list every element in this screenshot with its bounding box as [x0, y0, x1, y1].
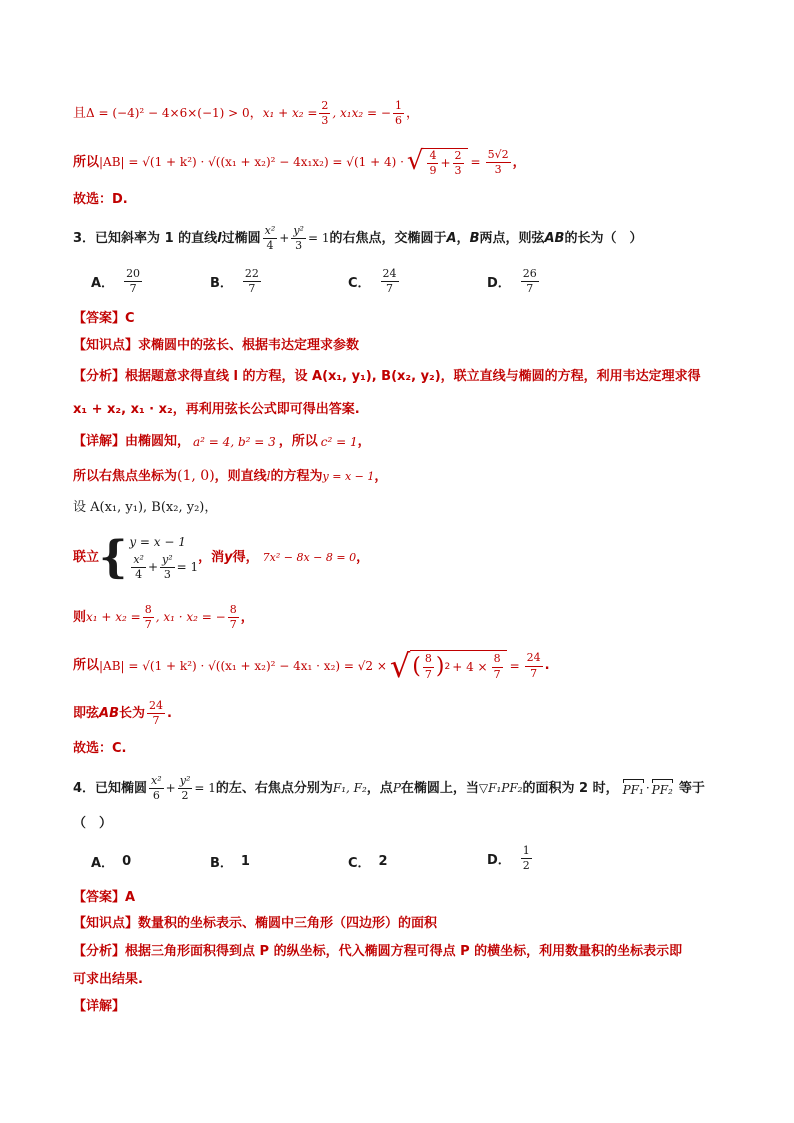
- q4-knowledge: [73, 916, 734, 932]
- numerator: 8: [228, 604, 239, 618]
- q3-detail-system: [73, 531, 734, 585]
- denominator: 3: [295, 239, 303, 253]
- option-d[interactable]: [487, 845, 534, 872]
- text: 则: [73, 609, 87, 625]
- choice-line: [73, 192, 734, 208]
- fraction: [147, 700, 165, 727]
- q3-detail-conclusion: [73, 700, 734, 727]
- fraction: [525, 652, 543, 679]
- choice-text: 故选：C.: [73, 741, 127, 756]
- q3-analysis-line1: [73, 369, 734, 385]
- denominator: 7: [493, 667, 501, 681]
- fraction: [492, 653, 503, 680]
- option-label: B．: [210, 276, 233, 292]
- option-label: C．: [348, 276, 371, 292]
- text: 由椭圆知，: [125, 434, 191, 449]
- fraction: [160, 554, 175, 581]
- denominator: 4: [266, 239, 274, 253]
- denominator: 3: [454, 164, 462, 178]
- sum-roots: x₁ + x₂ =: [262, 106, 318, 121]
- fraction: [263, 225, 278, 252]
- fraction: [319, 100, 330, 127]
- plus: +: [440, 156, 451, 171]
- focus-coordinate: (1, 0): [177, 468, 215, 484]
- text: .: [167, 705, 172, 721]
- question-4-stem: [73, 775, 734, 802]
- denominator: 9: [429, 164, 437, 178]
- answer-tag: 【答案】: [73, 890, 126, 905]
- denominator: 7: [152, 714, 160, 728]
- text: ，: [456, 230, 470, 246]
- text: 的长为（ ）: [564, 230, 643, 246]
- question-3-stem: [73, 225, 734, 252]
- fraction: [124, 268, 142, 295]
- detail-tag: 【详解】: [73, 434, 126, 449]
- text: 等于: [678, 780, 705, 796]
- option-label: D．: [487, 276, 511, 292]
- denominator: 3: [494, 163, 502, 177]
- numerator: x²: [149, 775, 164, 789]
- answer-tag: 【答案】: [73, 311, 126, 326]
- numerator: 8: [143, 604, 154, 618]
- text: ，: [405, 105, 419, 121]
- var-P: P: [392, 781, 401, 796]
- equation-system: [129, 535, 198, 581]
- fraction: [243, 268, 261, 295]
- text: 的面积为 2 时，: [522, 780, 619, 796]
- question-4-stem-cont: [73, 816, 734, 832]
- q3-choice: [73, 741, 734, 757]
- denominator: 7: [526, 282, 534, 296]
- detail-tag: 【详解】: [73, 999, 126, 1014]
- chord-length-formula: |AB| = √(1 + k²) · √((x₁ + x₂)² − 4x₁ · x₂) = √2 ×: [99, 658, 387, 673]
- denominator: 2: [522, 859, 530, 873]
- numerator: x²: [131, 554, 146, 568]
- analysis-text: x₁ + x₂, x₁ · x₂，再利用弦长公式即可得出答案.: [73, 402, 360, 417]
- q4-answer: [73, 890, 734, 906]
- choice-text: 故选：D.: [73, 192, 128, 207]
- option-c[interactable]: [348, 268, 401, 295]
- q3-detail-line3: [73, 500, 734, 516]
- equals-one: = 1: [307, 231, 330, 246]
- text: 两点，则弦: [479, 230, 545, 246]
- fraction: [178, 775, 193, 802]
- chord-length-formula: |AB| = √(1 + k²) · √((x₁ + x₂)² − 4x₁x₂) = √(1 + 4) ·: [99, 155, 404, 170]
- option-value: 2: [378, 854, 388, 869]
- text: 的右焦点，交椭圆于: [329, 230, 447, 246]
- numerator: 24: [525, 652, 543, 666]
- solution-line-discriminant: [73, 100, 734, 127]
- numerator: 20: [124, 268, 142, 282]
- denominator: 7: [530, 666, 538, 680]
- text: 得，: [232, 550, 259, 566]
- analysis-tag: 【分析】: [73, 944, 126, 959]
- analysis-text: 可求出结果.: [73, 972, 143, 987]
- sqrt-expression: [407, 148, 468, 177]
- numerator: 8: [492, 653, 503, 667]
- discriminant-expression: Δ = (−4)² − 4×6×(−1) > 0: [86, 106, 250, 121]
- option-label: C．: [348, 856, 371, 871]
- var-l: l: [217, 230, 222, 246]
- equals: =: [509, 658, 520, 673]
- text: ，所以: [278, 434, 318, 449]
- option-b[interactable]: [210, 268, 263, 295]
- fraction: [393, 100, 404, 127]
- numerator: 2: [453, 150, 464, 164]
- option-value: 1: [240, 854, 250, 869]
- option-value: 0: [122, 854, 132, 869]
- text: 3．已知斜率为 1 的直线: [73, 230, 218, 246]
- fraction: [149, 775, 164, 802]
- text: 过椭圆: [221, 230, 261, 246]
- numerator: y²: [178, 775, 193, 789]
- left-brace: {: [99, 532, 128, 583]
- fraction: [486, 149, 511, 176]
- radical-sign: √: [406, 146, 424, 176]
- option-label: B．: [210, 856, 233, 871]
- numerator: y²: [291, 225, 306, 239]
- fraction: [427, 150, 438, 177]
- analysis-text: 根据三角形面积得到点 P 的纵坐标，代入椭圆方程可得点 P 的横坐标，利用数量积的坐标表示即: [125, 944, 683, 959]
- numerator: 1: [521, 845, 532, 859]
- line-equation: y = x − 1: [322, 469, 375, 483]
- numerator: 4: [427, 150, 438, 164]
- radicand: [423, 148, 467, 177]
- triangle: ▽F₁PF₂: [478, 781, 523, 796]
- q3-detail-vieta: [73, 604, 734, 631]
- q4-analysis-line1: [73, 944, 734, 960]
- numerator: 8: [423, 653, 434, 667]
- denominator: 6: [394, 114, 402, 128]
- exponent: 2: [444, 661, 451, 672]
- text: 且: [73, 105, 87, 121]
- q3-detail-line1: [73, 434, 734, 450]
- equals-one: = 1: [176, 559, 199, 574]
- text: 即弦: [73, 705, 100, 721]
- text: 4．已知椭圆: [73, 780, 148, 796]
- text: 所以: [73, 658, 100, 674]
- plus-four-times: + 4 ×: [452, 659, 488, 674]
- option-a[interactable]: [91, 268, 144, 295]
- text: 长为: [119, 705, 146, 721]
- denominator: 3: [321, 114, 329, 128]
- foci: F₁, F₂: [332, 781, 367, 796]
- fraction: [423, 653, 434, 680]
- text: ，点: [366, 780, 393, 796]
- text: 联立: [73, 550, 100, 566]
- numerator: 1: [393, 100, 404, 114]
- text: ，: [249, 105, 263, 121]
- equals-one: = 1: [194, 781, 216, 796]
- q3-detail-line2: [73, 468, 734, 485]
- option-d[interactable]: [487, 268, 541, 295]
- text: ，消: [198, 550, 225, 566]
- right-paren: ): [435, 653, 445, 679]
- q3-analysis-line2: [73, 402, 734, 418]
- numerator: y²: [160, 554, 175, 568]
- text: 所以右焦点坐标为: [73, 468, 178, 484]
- numerator: 5√2: [486, 149, 511, 163]
- text: 的方程为: [270, 468, 323, 484]
- text: ，则直线: [214, 468, 267, 484]
- denominator: 7: [144, 618, 152, 632]
- radical-sign: √: [389, 647, 411, 685]
- c-squared: c² = 1: [320, 434, 358, 449]
- text: ，: [512, 154, 526, 170]
- product-roots: , x₁x₂ = −: [332, 106, 391, 121]
- var-l: l: [266, 469, 271, 484]
- vector-pf1: PF₁: [623, 779, 644, 797]
- text: ，: [356, 550, 370, 566]
- denominator: 7: [248, 282, 256, 296]
- analysis-text: 根据题意求得直线 l 的方程，设 A(x₁, y₁), B(x₂, y₂)，联立直线与椭圆的方程，利用韦达定理求得: [125, 369, 701, 384]
- analysis-tag: 【分析】: [73, 369, 126, 384]
- option-b[interactable]: [210, 852, 250, 871]
- numerator: 22: [243, 268, 261, 282]
- q3-answer: [73, 311, 734, 327]
- denominator: 7: [129, 282, 137, 296]
- numerator: 24: [381, 268, 399, 282]
- fraction: [131, 554, 146, 581]
- denominator: 7: [229, 618, 237, 632]
- numerator: 2: [319, 100, 330, 114]
- system-row-2: [129, 554, 198, 581]
- q3-knowledge: [73, 338, 734, 354]
- text: .: [544, 658, 550, 674]
- fraction: [143, 604, 154, 631]
- knowledge-text: 求椭圆中的弦长、根据韦达定理求参数: [138, 338, 360, 353]
- fraction: [228, 604, 239, 631]
- fraction: [381, 268, 399, 295]
- denominator: 6: [152, 789, 160, 803]
- knowledge-text: 数量积的坐标表示、椭圆中三角形（四边形）的面积: [138, 916, 438, 931]
- equals: =: [470, 155, 481, 170]
- dot: ·: [645, 781, 650, 796]
- denominator: 7: [424, 667, 432, 681]
- solution-line-chord-length: [73, 148, 734, 177]
- sqrt-expression: [389, 647, 507, 685]
- text: ，: [240, 609, 254, 625]
- var-y: y: [224, 550, 233, 566]
- numerator: x²: [263, 225, 278, 239]
- plus: +: [165, 781, 176, 796]
- var-AB: AB: [544, 230, 565, 246]
- text: 所以: [73, 154, 100, 170]
- q4-analysis-line2: [73, 972, 734, 988]
- plus: +: [147, 559, 158, 574]
- option-c[interactable]: [348, 852, 388, 871]
- text: （ ）: [73, 816, 113, 831]
- var-AB: AB: [99, 705, 119, 721]
- denominator: 3: [163, 567, 171, 581]
- text: 在椭圆上，当: [400, 780, 479, 796]
- numerator: 26: [521, 268, 539, 282]
- quadratic-equation: 7x² − 8x − 8 = 0: [262, 551, 357, 565]
- option-label: D．: [487, 853, 511, 869]
- knowledge-tag: 【知识点】: [73, 916, 139, 931]
- left-paren: (: [412, 653, 421, 679]
- q4-detail: [73, 999, 734, 1015]
- vector-pf2: PF₂: [652, 779, 673, 797]
- denominator: 4: [135, 567, 143, 581]
- system-row-1: y = x − 1: [129, 535, 186, 550]
- var-B: B: [469, 230, 480, 246]
- answer-value: A: [125, 890, 136, 905]
- product-roots: , x₁ · x₂ = −: [155, 610, 226, 625]
- denominator: 7: [386, 282, 394, 296]
- radicand: [410, 650, 506, 682]
- option-label: A．: [91, 856, 115, 871]
- fraction: [521, 268, 539, 295]
- denominator: 2: [181, 789, 189, 803]
- point-setup: 设 A(x₁, y₁), B(x₂, y₂)，: [73, 500, 218, 515]
- option-a[interactable]: [91, 852, 131, 871]
- text: ，: [357, 434, 371, 449]
- option-label: A．: [91, 276, 115, 292]
- fraction: [453, 150, 464, 177]
- fraction: [521, 845, 532, 872]
- answer-value: C: [125, 311, 135, 326]
- fraction: [291, 225, 306, 252]
- q3-detail-chord: [73, 647, 734, 685]
- knowledge-tag: 【知识点】: [73, 338, 139, 353]
- plus: +: [279, 231, 290, 246]
- sum-roots: x₁ + x₂ =: [86, 610, 141, 625]
- text: 的左、右焦点分别为: [215, 780, 333, 796]
- text: ，: [374, 468, 388, 484]
- ellipse-params: a² = 4, b² = 3: [193, 434, 276, 449]
- numerator: 24: [147, 700, 165, 714]
- var-A: A: [446, 230, 457, 246]
